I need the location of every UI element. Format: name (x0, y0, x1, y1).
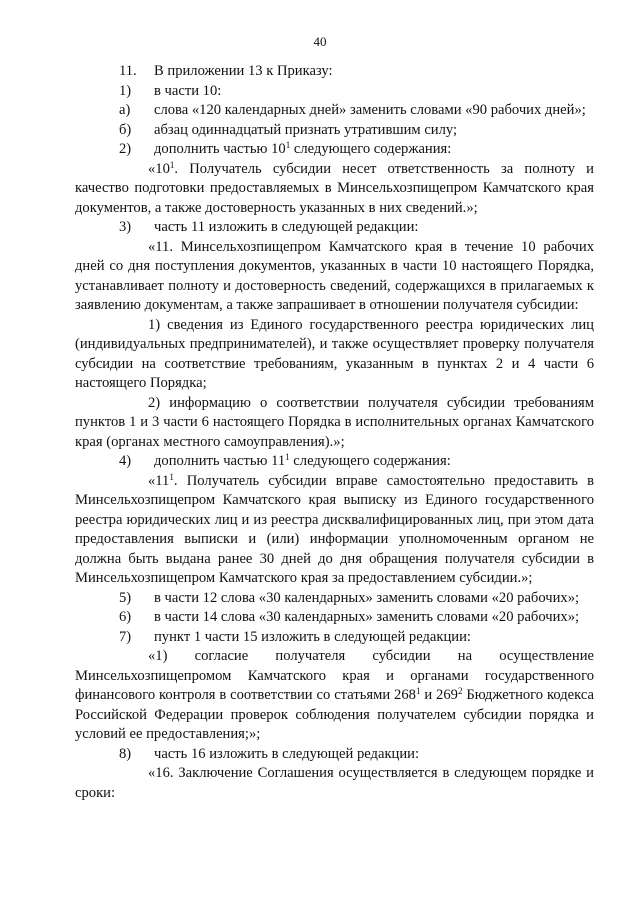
text-part: дополнить частью 11 (154, 453, 286, 469)
paragraph-15-point-1 (75, 647, 594, 745)
list-item (75, 140, 594, 160)
item-number: 2) (119, 141, 132, 157)
superscript: 1 (285, 140, 291, 150)
item-text: в части 12 слова «30 календарных» заменить словами «20 рабочих»; (154, 589, 580, 606)
item-number: 1) (119, 82, 132, 99)
list-item (75, 452, 594, 472)
paragraph-16: «16. Заключение Соглашения осуществляется в следующем порядке и сроки: (75, 765, 594, 801)
item-text: в части 14 слова «30 календарных» заменить словами «20 рабочих»; (154, 609, 580, 625)
paragraph-10-1 (75, 160, 594, 219)
text-part: . Получатель субсидии вправе самостоятельно предоставить в Минсельхозпищепром Камчатского края выписку из Единого государственного реестра юридических лиц и из реестра дисквалифицированных лиц, при этом дата предоставления выписки и (или) информации уполномоченным органом не должна быть выдана ранее 30 дней до дня обращения получателя субсидии в Минсельхозпищепром Камчатского края за предоставлением субсидии.»; (75, 472, 594, 586)
item-number: б) (119, 121, 132, 138)
superscript: 1 (415, 686, 421, 696)
superscript: 1 (169, 471, 174, 482)
list-item (75, 62, 594, 82)
paragraph-11-point-2: 2) информацию о соответствии получателя субсидии требованиям пунктов 1 и 3 части 6 настоящего Порядка в исполнительных органах Камчатского края (органах местного самоуправления).»; (75, 394, 594, 450)
text-part: следующего содержания: (289, 453, 451, 469)
list-item (75, 608, 594, 628)
item-number: а) (119, 102, 131, 118)
superscript: 2 (457, 686, 463, 696)
item-number: 5) (119, 589, 132, 606)
item-text: пункт 1 части 15 изложить в следующей редакции: (154, 628, 471, 645)
text-part: дополнить частью 10 (154, 141, 286, 157)
superscript: 1 (285, 452, 290, 462)
document-body (75, 62, 594, 803)
text-part: . Получатель субсидии несет ответственность за полноту и качество подготовки предоставляемых в Минсельхозпищепром Камчатского края документов, а также достоверность указанных в них сведений.»; (75, 160, 594, 216)
item-text: В приложении 13 к Приказу: (154, 63, 333, 79)
item-text (154, 140, 594, 160)
list-item (75, 82, 594, 102)
item-number: 7) (119, 628, 132, 645)
list-item (75, 101, 594, 121)
list-item (75, 121, 594, 141)
item-number: 3) (119, 219, 132, 235)
text-part: следующего содержания: (290, 141, 452, 157)
item-text: в части 10: (154, 82, 222, 99)
item-number: 8) (119, 745, 132, 762)
text-part: Бюджетного кодекса Российской Федерации проверок соблюдения получателем субсидии порядка и условий ее предоставления;»; (75, 687, 594, 742)
paragraph-11: «11. Минсельхозпищепром Камчатского края в течение 10 рабочих дней со дня поступления документов, указанных в части 10 настоящего Порядка, устанавливает полноту и достоверность сведений, содержащихся в прилагаемых к заявлению документам, а также запрашивает в отношении получателя субсидии: (75, 238, 594, 313)
paragraph-11-point-1: 1) сведения из Единого государственного реестра юридических лиц (индивидуальных предпринимателей), и также осуществляет проверку получателя субсидии на соответствие требованиям, указанным в пунктах 2 и 4 части 6 настоящего Порядка; (75, 316, 594, 391)
list-item (75, 745, 594, 765)
page-number: 40 (313, 34, 327, 49)
paragraph-11-1 (75, 472, 594, 589)
item-number: 4) (119, 453, 132, 469)
item-text: слова «120 календарных дней» заменить словами «90 рабочих дней»; (154, 102, 586, 118)
item-text: часть 16 изложить в следующей редакции: (154, 745, 420, 762)
list-item (75, 589, 594, 609)
text-part: «11 (148, 472, 170, 489)
superscript: 1 (169, 159, 175, 170)
item-text (154, 452, 594, 472)
item-text: абзац одиннадцатый признать утратившим силу; (154, 121, 458, 138)
text-part: «1) согласие получателя субсидии на осуществление Минсельхозпищепромом Камчатского края и органами государственного финансового контроля в соответствии со статьями 268 (75, 648, 594, 703)
item-text: часть 11 изложить в следующей редакции: (154, 219, 419, 235)
item-number: 11. (119, 63, 137, 79)
text-part: и 269 (420, 687, 458, 703)
list-item (75, 628, 594, 648)
text-part: «10 (148, 160, 170, 177)
item-number: 6) (119, 609, 132, 625)
list-item (75, 218, 594, 238)
